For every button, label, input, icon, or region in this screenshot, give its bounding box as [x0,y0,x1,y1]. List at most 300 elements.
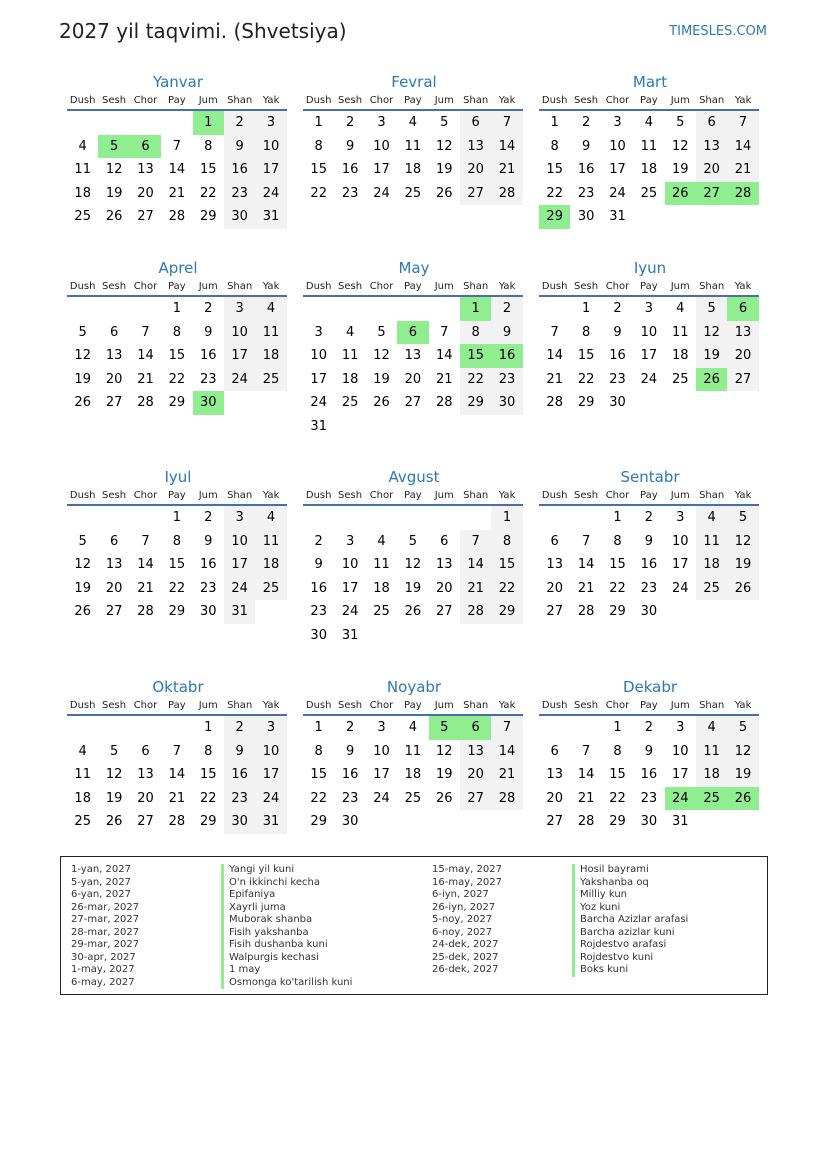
day-cell: 18 [74,790,91,806]
day-cell: 14 [168,767,186,783]
day-cell: 25 [74,814,91,830]
day-cell: 15 [577,348,595,364]
day-cell: 15 [491,553,522,577]
day-cell: 20 [137,790,154,806]
day-header: Jum [665,488,696,506]
day-cell: 2 [345,115,355,130]
day-header: Yak [491,698,522,716]
day-header: Sesh [334,279,365,297]
day-header: Dush [67,698,98,716]
month-name: May [398,259,430,277]
day-cell: 23 [640,790,658,806]
day-cell: 14 [435,348,453,364]
day-cell: 9 [644,743,653,759]
day-header: Dush [539,279,570,297]
day-cell: 1 [314,115,323,130]
empty-cell [130,716,161,740]
day-cell: 30 [640,814,658,830]
holiday-name: O'n ikkinchi kecha [221,877,352,890]
day-cell: 30 [491,391,522,415]
day-header: Dush [303,93,334,111]
day-cell: 14 [491,740,522,764]
day-cell: 2 [204,510,213,525]
day-cell: 29 [609,814,626,830]
day-cell: 24 [373,790,390,806]
day-cell: 31 [310,418,327,434]
day-cell: 27 [727,368,758,392]
day-cell: 29 [491,600,522,624]
day-header: Shan [224,279,255,297]
day-cell: 15 [609,767,626,783]
empty-cell [98,111,129,135]
day-cell: 12 [404,557,422,573]
day-cell: 19 [74,580,91,596]
month-sentabr [539,467,761,624]
day-cell: 27 [137,814,154,830]
day-header: Yak [491,279,522,297]
day-cell: 11 [671,324,689,340]
day-cell: 17 [373,162,390,178]
day-cell: 2 [204,301,213,316]
empty-cell [539,506,570,530]
day-cell: 20 [137,185,154,201]
day-cell: 4 [408,720,417,735]
day-cell: 3 [314,324,323,340]
day-cell: 7 [440,324,449,340]
holiday-name: Epifaniya [221,889,352,902]
day-cell: 15 [168,348,186,364]
day-cell: 17 [341,580,359,596]
day-cell: 17 [640,348,658,364]
day-cell: 16 [577,162,595,178]
day-cell: 21 [491,763,522,787]
day-cell: 17 [609,162,626,178]
day-cell: 20 [404,371,422,387]
holiday-name: Yoz kuni [572,902,688,915]
day-cell: 12 [373,348,390,364]
day-cell: 8 [172,324,181,340]
day-header: Yak [727,93,758,111]
day-header: Sesh [570,93,601,111]
day-cell: 4 [78,138,87,154]
day-cell: 23 [341,790,359,806]
day-header: Shan [460,93,491,111]
holiday-names-column [221,864,352,989]
day-cell: 3 [255,111,286,135]
empty-cell [67,297,98,321]
day-cell: 16 [224,763,255,787]
day-header: Chor [366,279,397,297]
day-cell: 29 [168,395,186,411]
month-grid [67,279,289,415]
day-header: Shan [696,698,727,716]
day-cell: 21 [137,371,154,387]
day-cell: 30 [640,604,658,620]
day-cell: 2 [613,301,622,316]
day-header: Pay [633,698,664,716]
month-yanvar [67,72,289,229]
day-cell: 6 [460,111,491,135]
day-cell: 4 [696,506,727,530]
holiday-name: Rojdestvo arafasi [572,939,688,952]
day-cell: 5 [676,115,685,130]
holiday-date: 1-may, 2027 [71,964,135,975]
day-header: Chor [366,698,397,716]
day-cell: 14 [577,557,595,573]
empty-cell [130,111,161,135]
day-cell: 20 [460,158,491,182]
holiday-date: 1-yan, 2027 [71,864,131,875]
day-cell: 6 [109,324,119,340]
holiday-name: Boks kuni [572,964,688,977]
day-cell: 10 [341,557,359,573]
day-cell: 25 [404,790,422,806]
day-cell: 9 [581,138,591,154]
holiday-date: 27-mar, 2027 [71,914,140,925]
empty-cell [397,506,428,530]
month-avgust [303,467,525,648]
day-cell: 19 [74,371,91,387]
day-cell: 16 [341,162,359,178]
holiday-name: Barcha Azizlar arafasi [572,914,688,927]
month-may [303,258,525,439]
empty-cell [397,297,428,321]
day-cell: 12 [105,767,123,783]
day-cell: 3 [676,720,685,735]
day-cell: 28 [577,604,595,620]
day-cell: 16 [224,158,255,182]
day-cell: 12 [435,138,453,154]
day-header: Yak [491,488,522,506]
day-cell: 10 [373,743,390,759]
holiday-date: 26-mar, 2027 [71,901,140,913]
day-cell: 21 [168,790,186,806]
day-cell: 10 [671,533,689,549]
empty-cell [130,297,161,321]
holiday-name: Rojdestvo kuni [572,952,688,965]
empty-cell [130,506,161,530]
empty-cell [67,506,98,530]
day-cell: 14 [168,162,186,178]
day-cell: 24 [255,182,286,206]
empty-cell [98,716,129,740]
day-cell: 30 [224,205,255,229]
day-cell: 20 [105,371,123,387]
holiday-day: 27 [696,182,727,206]
empty-cell [334,506,365,530]
day-header: Shan [696,488,727,506]
day-cell: 28 [168,209,186,225]
day-cell: 12 [696,321,727,345]
day-cell: 11 [255,321,286,345]
holiday-name: Hosil bayrami [572,864,688,877]
day-cell: 28 [546,395,563,411]
day-cell: 4 [345,324,355,340]
day-cell: 7 [172,138,181,154]
day-header: Jum [429,279,460,297]
month-name: Fevral [391,73,437,91]
day-cell: 28 [168,814,186,830]
day-cell: 2 [581,115,591,130]
day-cell: 8 [314,138,323,154]
empty-cell [303,297,334,321]
day-cell: 7 [172,743,181,759]
month-name: Iyun [633,259,667,277]
day-header: Yak [255,93,286,111]
month-grid [539,698,761,834]
day-cell: 7 [460,530,491,554]
day-header: Jum [193,279,224,297]
day-cell: 16 [640,557,658,573]
day-header: Jum [665,698,696,716]
day-cell: 11 [341,348,359,364]
month-oktabr [67,677,289,834]
day-cell: 11 [74,162,91,178]
day-header: Pay [633,279,664,297]
day-header: Chor [130,488,161,506]
day-cell: 23 [577,185,595,201]
day-cell: 17 [671,557,689,573]
day-header: Dush [303,488,334,506]
day-cell: 24 [341,604,359,620]
holiday-name: Yakshanba oq [572,877,688,890]
day-cell: 21 [168,185,186,201]
day-cell: 21 [577,790,595,806]
day-cell: 15 [168,557,186,573]
holiday-date: 16-may, 2027 [432,876,502,888]
day-cell: 10 [373,138,390,154]
day-header: Yak [727,279,758,297]
holiday-day: 15 [460,344,491,368]
day-cell: 23 [640,580,658,596]
day-header: Dush [539,93,570,111]
month-grid [67,488,289,624]
day-cell: 16 [609,348,626,364]
day-cell: 3 [224,506,255,530]
day-header: Shan [696,279,727,297]
empty-cell [98,506,129,530]
day-cell: 27 [460,787,491,811]
day-cell: 3 [644,301,653,316]
day-cell: 14 [137,348,154,364]
day-cell: 14 [577,767,595,783]
month-name: Dekabr [622,678,678,696]
day-cell: 12 [435,743,453,759]
month-name: Noyabr [386,678,442,696]
day-cell: 30 [199,604,217,620]
day-cell: 1 [172,301,181,316]
day-header: Pay [161,93,192,111]
day-cell: 9 [613,324,622,340]
day-cell: 2 [491,297,522,321]
day-cell: 22 [491,577,522,601]
holiday-day: 6 [130,135,161,159]
day-cell: 26 [74,395,91,411]
day-cell: 21 [435,371,453,387]
day-cell: 9 [644,533,653,549]
day-cell: 10 [640,324,658,340]
day-cell: 19 [727,763,758,787]
day-header: Sesh [570,488,601,506]
day-cell: 26 [373,395,390,411]
day-cell: 31 [255,205,286,229]
day-cell: 9 [491,321,522,345]
day-cell: 22 [609,790,626,806]
day-cell: 23 [310,604,327,620]
day-header: Shan [696,93,727,111]
holiday-date: 29-mar, 2027 [71,939,140,950]
day-cell: 6 [550,533,559,549]
holiday-name: Fisih dushanba kuni [221,939,352,952]
day-cell: 28 [491,787,522,811]
holiday-day: 28 [727,182,758,206]
day-cell: 14 [546,348,563,364]
day-cell: 2 [224,111,255,135]
day-cell: 27 [460,182,491,206]
day-cell: 29 [609,604,626,620]
day-header: Shan [460,698,491,716]
day-cell: 10 [224,530,255,554]
day-cell: 18 [671,348,689,364]
month-name: Oktabr [152,678,204,696]
holiday-date: 6-may, 2027 [71,976,135,988]
day-cell: 17 [671,767,689,783]
day-cell: 25 [373,604,390,620]
day-cell: 15 [310,767,327,783]
day-header: Jum [193,698,224,716]
day-header: Shan [224,93,255,111]
day-cell: 25 [640,185,658,201]
day-cell: 1 [172,510,181,525]
day-cell: 6 [141,743,150,759]
day-header: Sesh [98,279,129,297]
day-cell: 25 [74,209,91,225]
day-header: Dush [539,698,570,716]
month-name: Yanvar [152,73,204,91]
day-cell: 22 [310,185,327,201]
day-cell: 19 [696,344,727,368]
day-cell: 23 [609,371,626,387]
empty-cell [366,506,397,530]
day-header: Jum [193,488,224,506]
day-cell: 4 [78,743,87,759]
month-name: Aprel [158,259,198,277]
day-cell: 18 [255,553,286,577]
day-cell: 5 [440,115,449,130]
day-cell: 4 [676,301,685,316]
day-cell: 22 [168,580,186,596]
day-header: Pay [161,698,192,716]
day-cell: 8 [613,533,622,549]
holiday-date: 6-yan, 2027 [71,889,131,900]
day-cell: 13 [460,135,491,159]
day-header: Jum [665,279,696,297]
day-cell: 23 [224,787,255,811]
day-cell: 29 [199,209,217,225]
day-cell: 18 [404,162,422,178]
holiday-names-column [572,864,688,977]
day-cell: 26 [74,604,91,620]
day-cell: 2 [644,720,653,735]
day-cell: 18 [696,553,727,577]
day-cell: 18 [255,344,286,368]
day-cell: 26 [105,209,123,225]
day-cell: 13 [404,348,422,364]
day-cell: 13 [137,767,154,783]
holiday-name: Muborak shanba [221,914,352,927]
holiday-date: 30-apr, 2027 [71,951,136,963]
day-cell: 28 [137,604,154,620]
day-cell: 14 [460,553,491,577]
day-cell: 15 [546,162,563,178]
day-cell: 5 [78,533,87,549]
day-header: Chor [602,93,633,111]
month-aprel [67,258,289,415]
month-iyul [67,467,289,624]
day-cell: 1 [314,720,323,735]
day-cell: 25 [255,577,286,601]
day-cell: 13 [727,321,758,345]
day-cell: 3 [676,510,685,525]
day-cell: 25 [255,368,286,392]
empty-cell [366,297,397,321]
holiday-date: 26-iyn, 2027 [432,901,496,913]
day-cell: 11 [373,557,390,573]
day-header: Jum [193,93,224,111]
day-cell: 19 [435,162,453,178]
day-cell: 8 [204,743,213,759]
day-cell: 27 [546,814,563,830]
day-header: Pay [161,488,192,506]
day-cell: 24 [671,580,689,596]
day-header: Sesh [98,698,129,716]
holiday-name: 1 may [221,964,352,977]
day-cell: 5 [408,533,417,549]
day-header: Shan [224,488,255,506]
empty-cell [539,297,570,321]
day-cell: 18 [640,162,658,178]
day-cell: 9 [224,135,255,159]
day-cell: 20 [460,763,491,787]
day-cell: 7 [491,111,522,135]
day-cell: 19 [105,790,123,806]
day-cell: 31 [609,209,626,225]
day-cell: 13 [546,557,563,573]
day-cell: 22 [199,790,217,806]
day-header: Shan [224,698,255,716]
day-header: Chor [130,279,161,297]
day-cell: 7 [581,743,591,759]
day-header: Jum [665,93,696,111]
day-cell: 31 [341,627,359,643]
day-cell: 9 [345,138,355,154]
day-cell: 22 [460,368,491,392]
day-cell: 15 [199,767,217,783]
day-cell: 13 [696,135,727,159]
site-link[interactable]: TIMESLES.COM [669,24,767,39]
day-cell: 21 [577,580,595,596]
day-cell: 30 [577,209,595,225]
day-cell: 22 [546,185,563,201]
day-header: Chor [130,698,161,716]
holiday-name: Xayrli juma [221,902,352,915]
day-header: Pay [633,488,664,506]
day-cell: 2 [314,533,323,549]
holiday-date: 5-yan, 2027 [71,876,131,888]
day-cell: 26 [404,604,422,620]
holiday-day: 6 [727,297,758,321]
day-header: Dush [539,488,570,506]
